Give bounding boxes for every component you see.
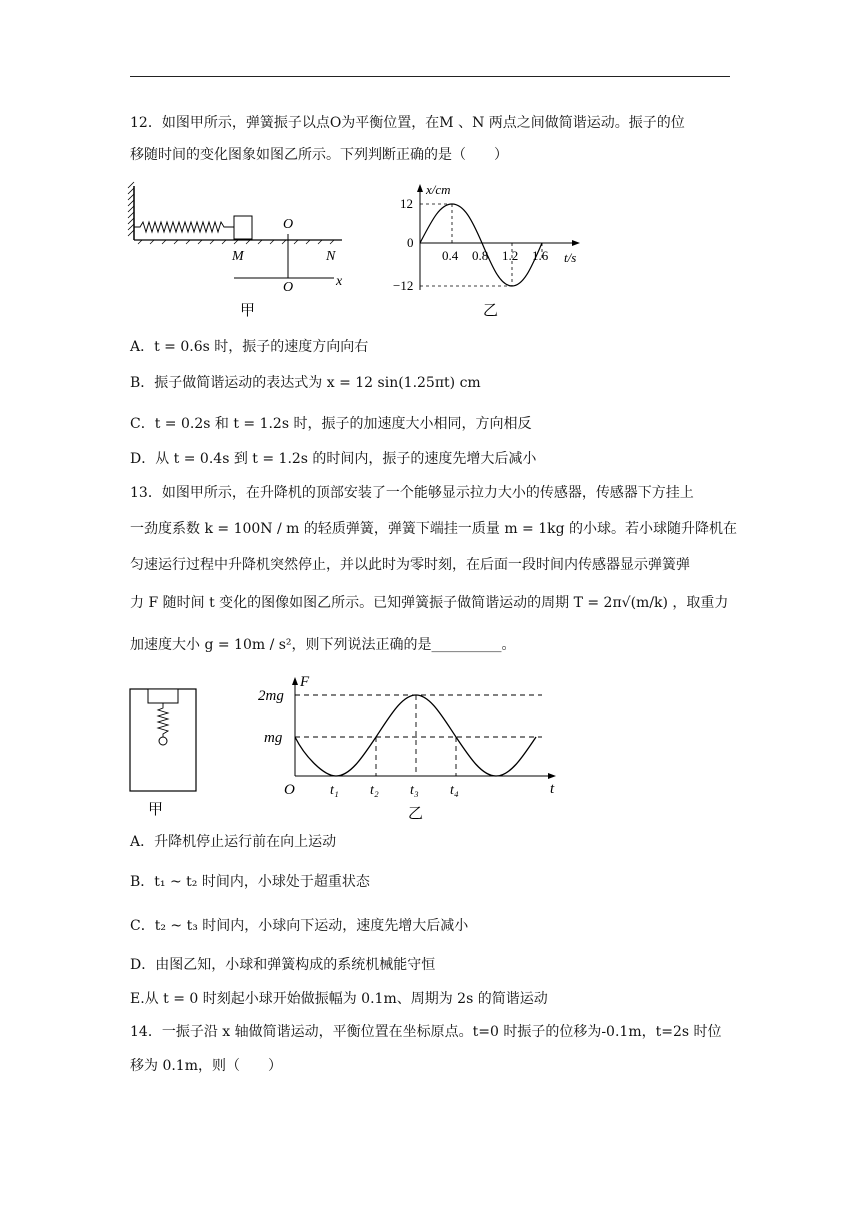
yi13-F-label: F bbox=[300, 674, 310, 690]
q13-stem-line-2: 一劲度系数 k = 100N / m 的轻质弹簧，弹簧下端挂一质量 m = 1kg 的小球。若小球随升降机在 bbox=[130, 521, 738, 537]
yi-tick-1.2: 1.2 bbox=[502, 248, 519, 263]
header-rule bbox=[130, 76, 730, 77]
q12-option-a: A．t = 0.6s 时，振子的速度方向向右 bbox=[130, 339, 369, 355]
label-O-top: O bbox=[283, 217, 294, 232]
q12-figure-jia bbox=[126, 180, 366, 320]
q13-option-b: B．t₁ ~ t₂ 时间内，小球处于超重状态 bbox=[130, 874, 370, 890]
caption-jia-13: 甲 bbox=[148, 802, 164, 818]
caption-jia: 甲 bbox=[240, 303, 256, 319]
q13-figure-yi bbox=[250, 672, 580, 824]
q13-figure-jia bbox=[126, 684, 206, 824]
yi-tick-12: 12 bbox=[400, 196, 413, 211]
yi13-2mg: 2mg bbox=[258, 688, 284, 704]
yi13-t2: t₂ bbox=[370, 783, 379, 798]
q13-option-c: C．t₂ ~ t₃ 时间内，小球向下运动，速度先增大后减小 bbox=[130, 918, 469, 934]
q12-stem-line-2: 移随时间的变化图象如图乙所示。下列判断正确的是（ ） bbox=[130, 147, 508, 163]
yi13-t4: t₄ bbox=[450, 783, 459, 798]
q13-stem-line-5: 加速度大小 g = 10m / s²，则下列说法正确的是__________。 bbox=[130, 637, 516, 653]
yi-tick-0: 0 bbox=[407, 235, 414, 250]
q14-stem-line-2: 移为 0.1m，则（ ） bbox=[130, 1058, 282, 1074]
q12-stem-line-1: 12．如图甲所示，弹簧振子以点O为平衡位置，在M 、N 两点之间做简谐运动。振子的位 bbox=[130, 115, 685, 131]
q13-option-e: E.从 t = 0 时刻起小球开始做振幅为 0.1m、周期为 2s 的简谐运动 bbox=[130, 991, 548, 1007]
q12-figure-yi bbox=[390, 180, 600, 320]
caption-yi: 乙 bbox=[483, 303, 499, 319]
label-N: N bbox=[326, 249, 336, 264]
yi13-t3: t₃ bbox=[410, 783, 419, 798]
yi-ylabel: x/cm bbox=[426, 182, 451, 197]
label-M: M bbox=[232, 249, 244, 264]
yi-xlabel: t/s bbox=[564, 250, 577, 265]
q13-stem-line-1: 13．如图甲所示，在升降机的顶部安装了一个能够显示拉力大小的传感器，传感器下方挂上 bbox=[130, 485, 694, 501]
yi-tick-1.6: 1.6 bbox=[532, 248, 549, 263]
yi-tick-0.4: 0.4 bbox=[442, 248, 459, 263]
label-O-bottom: O bbox=[283, 280, 294, 295]
q12-option-c: C．t = 0.2s 和 t = 1.2s 时，振子的加速度大小相同，方向相反 bbox=[130, 416, 532, 432]
yi-tick-0.8: 0.8 bbox=[472, 248, 489, 263]
q12-option-b: B．振子做简谐运动的表达式为 x = 12 sin(1.25πt) cm bbox=[130, 375, 481, 391]
yi13-t1: t₁ bbox=[330, 783, 339, 798]
q13-option-a: A．升降机停止运行前在向上运动 bbox=[130, 834, 337, 850]
q13-option-d: D．由图乙知，小球和弹簧构成的系统机械能守恒 bbox=[130, 957, 436, 973]
label-x-axis: x bbox=[336, 274, 343, 289]
q13-stem-line-3: 匀速运行过程中升降机突然停止，并以此时为零时刻，在后面一段时间内传感器显示弹簧弹 bbox=[130, 557, 690, 573]
caption-yi-13: 乙 bbox=[408, 806, 424, 822]
q14-stem-line-1: 14．一振子沿 x 轴做简谐运动，平衡位置在坐标原点。t=0 时振子的位移为-0.1m，t=2s 时位 bbox=[130, 1024, 722, 1040]
q13-stem-line-4: 力 F 随时间 t 变化的图像如图乙所示。已知弹簧振子做简谐运动的周期 T = 2π√(m/k) ，取重力 bbox=[130, 595, 729, 611]
yi13-t-label: t bbox=[550, 781, 555, 797]
q12-option-d: D．从 t = 0.4s 到 t = 1.2s 的时间内，振子的速度先增大后减小 bbox=[130, 451, 537, 467]
yi-tick-neg12: −12 bbox=[393, 278, 414, 293]
yi13-origin: O bbox=[284, 782, 295, 798]
yi13-mg: mg bbox=[264, 730, 283, 746]
